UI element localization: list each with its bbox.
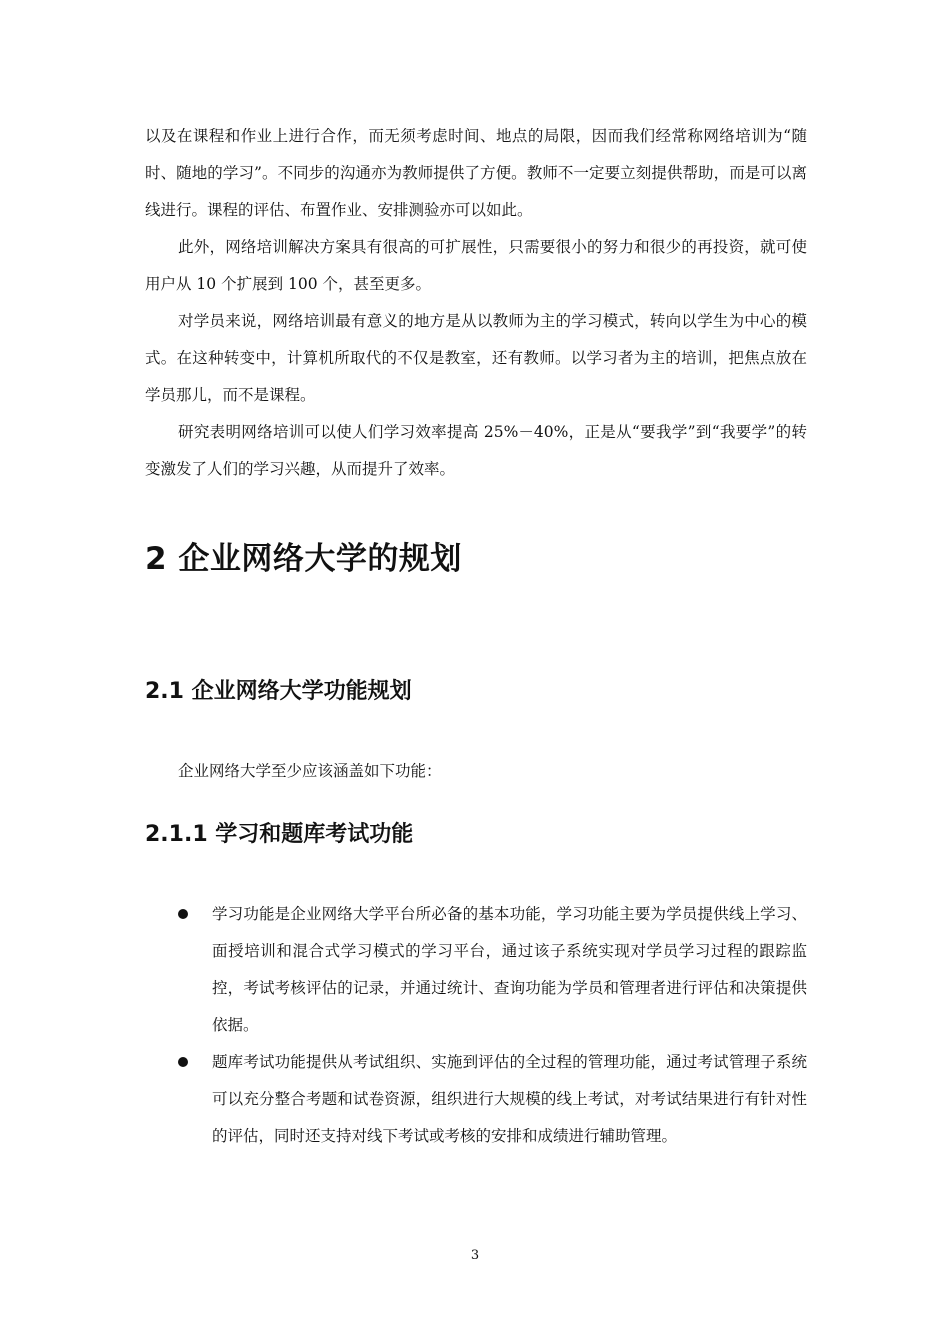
bullet-item-learning xyxy=(145,896,807,1044)
feature-bullet-list xyxy=(145,896,807,1155)
page-number: 3 xyxy=(470,1248,480,1263)
paragraph-scalability: 此外，网络培训解决方案具有很高的可扩展性，只需要很小的努力和很少的再投资，就可使用户从 10 个扩展到 100 个，甚至更多。 xyxy=(145,238,807,293)
paragraph-efficiency: 研究表明网络培训可以使人们学习效率提高 25%－40%，正是从“要我学”到“我要学”的转变激发了人们的学习兴趣，从而提升了效率。 xyxy=(145,423,807,478)
bullet-text: 题库考试功能提供从考试组织、实施到评估的全过程的管理功能，通过考试管理子系统可以充分整合考题和试卷资源，组织进行大规模的线上考试，对考试结果进行有针对性的评估，同时还支持对线下考试或考核的安排和成绩进行辅助管理。 xyxy=(212,1053,807,1145)
bullet-icon xyxy=(178,1057,188,1067)
subsection-heading: 2.1.1 学习和题库考试功能 xyxy=(145,822,414,847)
bullet-text: 学习功能是企业网络大学平台所必备的基本功能，学习功能主要为学员提供线上学习、面授培训和混合式学习模式的学习平台，通过该子系统实现对学员学习过程的跟踪监控，考试考核评估的记录，并通过统计、查询功能为学员和管理者进行评估和决策提供依据。 xyxy=(212,905,807,1034)
paragraph-intro: 企业网络大学至少应该涵盖如下功能： xyxy=(178,762,442,780)
paragraph-collaboration: 以及在课程和作业上进行合作，而无须考虑时间、地点的局限，因而我们经常称网络培训为“随时、随地的学习”。不同步的沟通亦为教师提供了方便。教师不一定要立刻提供帮助，而是可以离线进行。课程的评估、布置作业、安排测验亦可以如此。 xyxy=(145,127,807,219)
bullet-icon xyxy=(178,909,188,919)
section-heading: 2.1 企业网络大学功能规划 xyxy=(145,679,412,704)
chapter-heading: 2 企业网络大学的规划 xyxy=(145,541,462,577)
paragraph-learner-centered: 对学员来说，网络培训最有意义的地方是从以教师为主的学习模式，转向以学生为中心的模式。在这种转变中，计算机所取代的不仅是教室，还有教师。以学习者为主的培训，把焦点放在学员那儿，而不是课程。 xyxy=(145,312,807,404)
bullet-item-exam xyxy=(145,1044,807,1155)
